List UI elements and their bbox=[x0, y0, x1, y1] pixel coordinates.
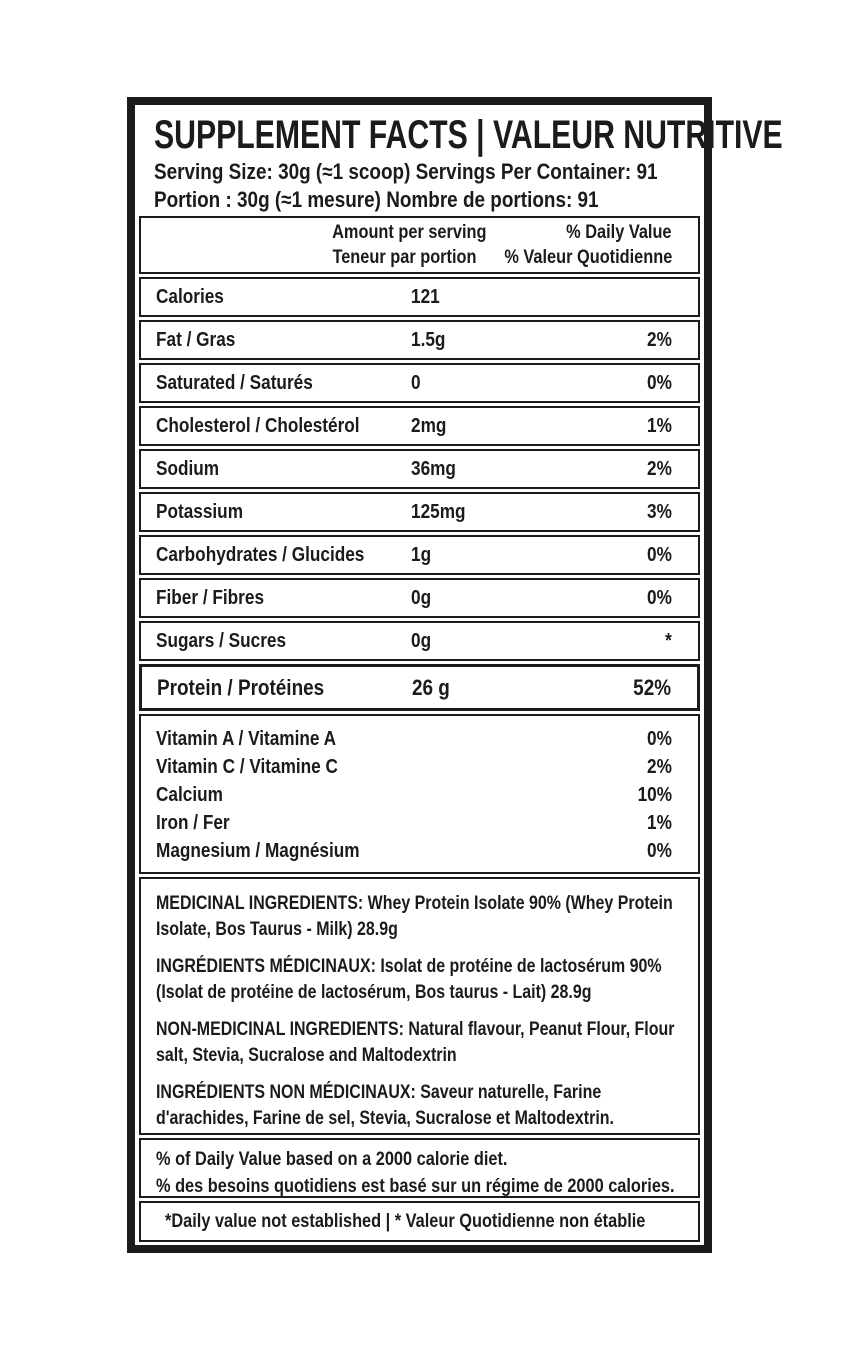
label-title: SUPPLEMENT FACTS | VALEUR NUTRITIVE bbox=[154, 113, 783, 157]
nutrient-dv: 1% bbox=[647, 414, 672, 437]
nutrient-row-sodium bbox=[139, 449, 700, 489]
non-medicinal-ingredients-fr bbox=[156, 1080, 684, 1132]
nutrient-dv: 0% bbox=[647, 586, 672, 609]
serving-size-line-en: Serving Size: 30g (≈1 scoop) Servings Per Container: 91 bbox=[154, 159, 658, 184]
nutrient-dv: 2% bbox=[647, 755, 672, 778]
ingredient-text: Natural flavour, Peanut Flour, Flour salt, Stevia, Sucralose and Maltodextrin bbox=[156, 1019, 675, 1066]
daily-value-footnote-fr: % des besoins quotidiens est basé sur un régime de 2000 calories. bbox=[156, 1176, 675, 1197]
micronutrient-row-vitamin-c bbox=[156, 753, 672, 781]
medicinal-ingredients-en bbox=[156, 891, 684, 943]
nutrient-row-sugars bbox=[139, 621, 700, 661]
asterisk-footnote bbox=[139, 1201, 700, 1242]
nutrient-name: Potassium bbox=[156, 500, 243, 523]
nutrient-name: Carbohydrates / Glucides bbox=[156, 543, 365, 566]
nutrient-amount: 0 bbox=[411, 371, 421, 394]
ingredient-text: Whey Protein Isolate 90% (Whey Protein Isolate, Bos Taurus - Milk) 28.9g bbox=[156, 893, 673, 940]
micronutrient-row-iron bbox=[156, 809, 672, 837]
column-header-line-fr bbox=[141, 245, 698, 270]
nutrient-dv: 0% bbox=[647, 543, 672, 566]
nutrient-name: Protein / Protéines bbox=[157, 674, 325, 700]
nutrient-row-saturated bbox=[139, 363, 700, 403]
nutrient-row-protein bbox=[139, 664, 700, 711]
nutrient-name: Fiber / Fibres bbox=[156, 586, 265, 609]
micronutrient-row-vitamin-a bbox=[156, 725, 672, 753]
nutrient-dv: 3% bbox=[647, 500, 672, 523]
nutrient-name: Sugars / Sucres bbox=[156, 629, 287, 652]
non-medicinal-ingredients-en bbox=[156, 1017, 684, 1069]
nutrient-dv: 10% bbox=[637, 783, 672, 806]
nutrient-dv: 0% bbox=[647, 727, 672, 750]
nutrient-amount: 36mg bbox=[411, 457, 456, 480]
nutrient-amount: 1g bbox=[411, 543, 432, 566]
column-header-line-en bbox=[141, 220, 698, 245]
nutrient-amount: 26 g bbox=[412, 674, 450, 700]
ingredient-label: MEDICINAL INGREDIENTS: bbox=[156, 893, 364, 914]
supplement-facts-label bbox=[127, 97, 783, 1253]
micronutrient-row-magnesium bbox=[156, 837, 672, 865]
nutrient-name: Saturated / Saturés bbox=[156, 371, 313, 394]
nutrient-dv: 0% bbox=[647, 371, 672, 394]
nutrient-amount: 125mg bbox=[411, 500, 466, 523]
ingredient-label: INGRÉDIENTS MÉDICINAUX: bbox=[156, 956, 376, 977]
nutrient-dv: 52% bbox=[633, 674, 671, 700]
nutrient-amount: 121 bbox=[411, 285, 440, 308]
medicinal-ingredients-fr bbox=[156, 954, 684, 1006]
nutrient-amount: 0g bbox=[411, 629, 432, 652]
nutrient-name: Calcium bbox=[156, 783, 223, 806]
dv-column-header-en: % Daily Value bbox=[566, 222, 672, 243]
amount-column-header-fr: Teneur par portion bbox=[332, 247, 477, 268]
nutrient-dv: 2% bbox=[647, 328, 672, 351]
asterisk-footnote-text: *Daily value not established | * Valeur Quotidienne non établie bbox=[165, 1210, 646, 1232]
nutrient-name: Calories bbox=[156, 285, 224, 308]
ingredient-label: INGRÉDIENTS NON MÉDICINAUX: bbox=[156, 1082, 416, 1103]
nutrient-name: Magnesium / Magnésium bbox=[156, 839, 360, 862]
nutrient-amount: 1.5g bbox=[411, 328, 446, 351]
ingredient-label: NON-MEDICINAL INGREDIENTS: bbox=[156, 1019, 404, 1040]
nutrient-amount: 0g bbox=[411, 586, 432, 609]
nutrient-row-fiber bbox=[139, 578, 700, 618]
nutrient-row-calories bbox=[139, 277, 700, 317]
ingredient-text: Saveur naturelle, Farine d'arachides, Farine de sel, Stevia, Sucralose et Maltodextrin. bbox=[156, 1082, 614, 1129]
nutrient-name: Cholesterol / Cholestérol bbox=[156, 414, 360, 437]
nutrient-row-cholesterol bbox=[139, 406, 700, 446]
nutrient-amount: 2mg bbox=[411, 414, 447, 437]
micronutrient-row-calcium bbox=[156, 781, 672, 809]
micronutrients-section bbox=[139, 714, 700, 874]
nutrient-dv: 0% bbox=[647, 839, 672, 862]
nutrient-dv: 2% bbox=[647, 457, 672, 480]
nutrient-name: Vitamin A / Vitamine A bbox=[156, 727, 337, 750]
nutrient-name: Fat / Gras bbox=[156, 328, 236, 351]
nutrient-row-potassium bbox=[139, 492, 700, 532]
amount-column-header-en: Amount per serving bbox=[331, 222, 486, 243]
nutrient-dv: * bbox=[665, 629, 672, 652]
nutrient-row-fat bbox=[139, 320, 700, 360]
daily-value-footnote bbox=[139, 1138, 700, 1198]
serving-size-line-fr: Portion : 30g (≈1 mesure) Nombre de portions: 91 bbox=[154, 187, 599, 212]
dv-column-header-fr: % Valeur Quotidienne bbox=[504, 247, 672, 268]
nutrient-dv: 1% bbox=[647, 811, 672, 834]
ingredient-text: Isolat de protéine de lactosérum 90% (Isolat de protéine de lactosérum, Bos taurus - Lait) 28.9g bbox=[156, 956, 662, 1003]
column-headers bbox=[139, 216, 700, 274]
ingredients-section bbox=[139, 877, 700, 1135]
label-header bbox=[139, 110, 783, 213]
nutrient-name: Iron / Fer bbox=[156, 811, 230, 834]
label-title-line bbox=[154, 112, 783, 158]
nutrient-name: Vitamin C / Vitamine C bbox=[156, 755, 338, 778]
nutrient-row-carbohydrates bbox=[139, 535, 700, 575]
daily-value-footnote-en: % of Daily Value based on a 2000 calorie diet. bbox=[156, 1149, 508, 1170]
nutrient-name: Sodium bbox=[156, 457, 220, 480]
